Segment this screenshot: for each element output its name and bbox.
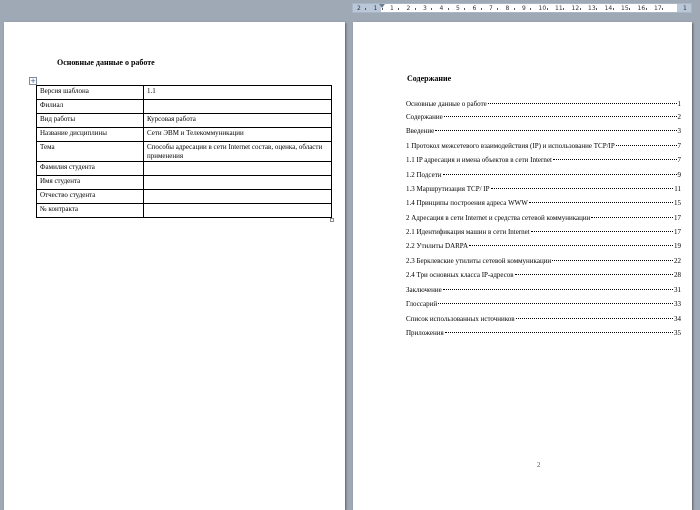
table-key-cell[interactable]: Отчество студента xyxy=(37,190,144,204)
toc-entry[interactable] xyxy=(406,156,681,165)
toc-entry-page: 17 xyxy=(674,214,681,222)
table-key-cell[interactable]: Имя студента xyxy=(37,176,144,190)
toc-entry-label: Заключение xyxy=(406,286,442,294)
ruler-dot xyxy=(563,8,564,10)
table-value-cell[interactable] xyxy=(144,176,332,190)
toc-dot-leader xyxy=(616,145,677,146)
toc-title: Содержание xyxy=(407,74,452,83)
ruler-dot xyxy=(613,8,614,10)
ruler-number: 17 xyxy=(654,5,662,12)
ruler-number: 15 xyxy=(621,5,629,12)
table-key-cell[interactable]: Фамилия студента xyxy=(37,162,144,176)
toc-dot-leader xyxy=(531,231,673,232)
toc-dot-leader xyxy=(443,289,673,290)
table-value-cell[interactable]: Курсовая работа xyxy=(144,114,332,128)
ruler-number: 7 xyxy=(489,5,493,12)
toc-entry[interactable] xyxy=(406,315,681,324)
ruler-number: 6 xyxy=(472,5,477,12)
toc-entry-label: 2.2 Утилиты DARPA xyxy=(406,242,469,250)
ruler-dot xyxy=(629,8,630,10)
table-value-cell[interactable] xyxy=(144,190,332,204)
toc-entry-page: 3 xyxy=(677,127,681,135)
ruler-dot xyxy=(481,8,482,10)
toc-entry-page: 7 xyxy=(677,142,681,150)
ruler-number: 9 xyxy=(522,5,526,12)
table-row xyxy=(37,162,332,176)
toc-entry-label: 2.4 Три основных класса IP-адресов xyxy=(406,271,514,279)
toc-entry-page: 15 xyxy=(674,199,681,207)
toc-entry-label: Глоссарий xyxy=(406,300,438,308)
toc-entry-label: 2 Адресация в сети Internet и средства сетевой коммуникации xyxy=(406,214,591,222)
toc-entry-label: 1.2 Подсети xyxy=(406,171,442,179)
toc-entry[interactable] xyxy=(406,113,681,122)
table-value-cell[interactable] xyxy=(144,162,332,176)
ruler-dot xyxy=(448,8,449,10)
page-1 xyxy=(4,22,345,510)
toc-entry[interactable] xyxy=(406,257,681,266)
toc-entry-page: 35 xyxy=(674,329,681,337)
toc-entry-label: 1 Протокол межсетевого взаимодействия (IP) и использование TCP/IP xyxy=(406,142,615,150)
toc-dot-leader xyxy=(443,174,677,175)
toc-dot-leader xyxy=(553,159,677,160)
ruler-dot xyxy=(431,8,432,10)
ruler-number: 2 xyxy=(406,5,411,12)
ruler-dot xyxy=(662,8,663,10)
toc-entry-label: 2.1 Идентификация машин в сети Internet xyxy=(406,228,530,236)
table-value-cell[interactable]: Сети ЭВМ и Телекоммуникации xyxy=(144,128,332,142)
ruler-number: 8 xyxy=(505,5,510,12)
table-value-cell[interactable]: 1.1 xyxy=(144,86,332,100)
toc-entry-page: 11 xyxy=(674,185,681,193)
toc-dot-leader xyxy=(515,274,673,275)
table-key-cell[interactable]: Вид работы xyxy=(37,114,144,128)
work-info-table xyxy=(36,85,332,218)
toc-dot-leader xyxy=(516,318,673,319)
table-key-cell[interactable]: Тема xyxy=(37,142,144,162)
ruler-dot xyxy=(530,8,531,10)
toc-entry[interactable] xyxy=(406,171,681,180)
horizontal-ruler[interactable] xyxy=(352,3,692,13)
ruler-number: 2 xyxy=(357,5,361,12)
toc-entry-label: 2.3 Берклевские утилиты сетевой коммуникации xyxy=(406,257,552,265)
toc-entry-label: Содержание xyxy=(406,113,443,121)
toc-entry-label: Введение xyxy=(406,127,435,135)
ruler-number: 4 xyxy=(439,5,444,12)
toc-dot-leader xyxy=(435,130,676,131)
ruler-number: 5 xyxy=(456,5,460,12)
toc-entry-page: 19 xyxy=(674,242,681,250)
ruler-dot xyxy=(580,8,581,10)
toc-dot-leader xyxy=(591,217,673,218)
toc-entry[interactable] xyxy=(406,100,681,109)
toc-entry-label: 1.4 Принципы построения адреса WWW xyxy=(406,199,528,207)
table-row xyxy=(37,86,332,100)
ruler-dot xyxy=(382,8,383,10)
toc-entry[interactable] xyxy=(406,214,681,223)
table-row xyxy=(37,128,332,142)
toc-entry[interactable] xyxy=(406,199,681,208)
ruler-dot xyxy=(596,8,597,10)
ruler-dot xyxy=(398,8,399,10)
ruler-number: 1 xyxy=(373,5,378,12)
toc-entry-page: 1 xyxy=(677,100,681,108)
table-key-cell[interactable]: Версия шаблона xyxy=(37,86,144,100)
toc-entry-page: 2 xyxy=(677,113,681,121)
toc-entry[interactable] xyxy=(406,286,681,295)
toc-entry-page: 34 xyxy=(674,315,681,323)
table-key-cell[interactable]: Филиал xyxy=(37,100,144,114)
toc-entry[interactable] xyxy=(406,228,681,237)
table-row xyxy=(37,190,332,204)
first-line-indent-marker[interactable] xyxy=(379,4,385,8)
toc-entry-page: 17 xyxy=(674,228,681,236)
table-resize-handle-icon[interactable] xyxy=(330,218,334,222)
page-1-title: Основные данные о работе xyxy=(57,58,155,67)
toc-dot-leader xyxy=(445,332,673,333)
toc-dot-leader xyxy=(469,245,673,246)
toc-entry[interactable] xyxy=(406,300,681,309)
page-number: 2 xyxy=(537,461,541,469)
ruler-number: 1 xyxy=(390,5,394,12)
toc-entry-label: Список использованных источников xyxy=(406,315,515,323)
ruler-number: 16 xyxy=(637,5,646,12)
toc-entry[interactable] xyxy=(406,242,681,251)
toc-entry-label: 1.1 IP адресация и имена объектов в сети Internet xyxy=(406,156,552,164)
table-value-cell[interactable] xyxy=(144,204,332,218)
ruler-end-number: 1 xyxy=(683,5,687,12)
table-row xyxy=(37,176,332,190)
toc-entry[interactable] xyxy=(406,329,681,338)
toc-dot-leader xyxy=(438,303,673,304)
table-key-cell[interactable]: № контракта xyxy=(37,204,144,218)
toc-entry-page: 22 xyxy=(674,257,681,265)
ruler-dot xyxy=(365,8,366,10)
ruler-dot xyxy=(646,8,647,10)
ruler-dot xyxy=(464,8,465,10)
toc-entry-page: 7 xyxy=(677,156,681,164)
table-key-cell[interactable]: Название дисциплины xyxy=(37,128,144,142)
toc-entry-label: Основные данные о работе xyxy=(406,100,487,108)
table-value-cell[interactable] xyxy=(144,100,332,114)
toc-dot-leader xyxy=(491,188,674,189)
toc-dot-leader xyxy=(529,202,673,203)
table-row xyxy=(37,204,332,218)
toc-dot-leader xyxy=(488,103,677,104)
toc-entry-page: 28 xyxy=(674,271,681,279)
table-row xyxy=(37,114,332,128)
toc-dot-leader xyxy=(552,260,673,261)
table-value-cell[interactable]: Способы адресации в сети Internet состав, оценка, области применения xyxy=(144,142,332,162)
ruler-number: 14 xyxy=(604,5,613,12)
table-move-handle-icon[interactable]: + xyxy=(30,77,36,85)
ruler-number: 12 xyxy=(571,5,580,12)
toc-dot-leader xyxy=(444,116,677,117)
toc-entry-label: Приложения xyxy=(406,329,444,337)
ruler-dot xyxy=(415,8,416,10)
ruler-dot xyxy=(514,8,515,10)
toc-entry-label: 1.3 Маршрутизация TCP/ IP xyxy=(406,185,490,193)
ruler-number: 11 xyxy=(555,5,563,12)
toc-entry-page: 33 xyxy=(674,300,681,308)
ruler-dot xyxy=(497,8,498,10)
toc-entry[interactable] xyxy=(406,127,681,136)
ruler-number: 3 xyxy=(423,5,427,12)
toc-entry-page: 31 xyxy=(674,286,681,294)
toc-entry[interactable] xyxy=(406,185,681,194)
ruler-number: 13 xyxy=(588,5,596,12)
toc-entry-page: 9 xyxy=(677,171,681,179)
page-2 xyxy=(353,22,692,510)
table-row xyxy=(37,142,332,162)
ruler-dot xyxy=(547,8,548,10)
ruler-number: 10 xyxy=(538,5,547,12)
toc-entry[interactable] xyxy=(406,271,681,280)
table-row xyxy=(37,100,332,114)
toc-entry[interactable] xyxy=(406,142,681,151)
